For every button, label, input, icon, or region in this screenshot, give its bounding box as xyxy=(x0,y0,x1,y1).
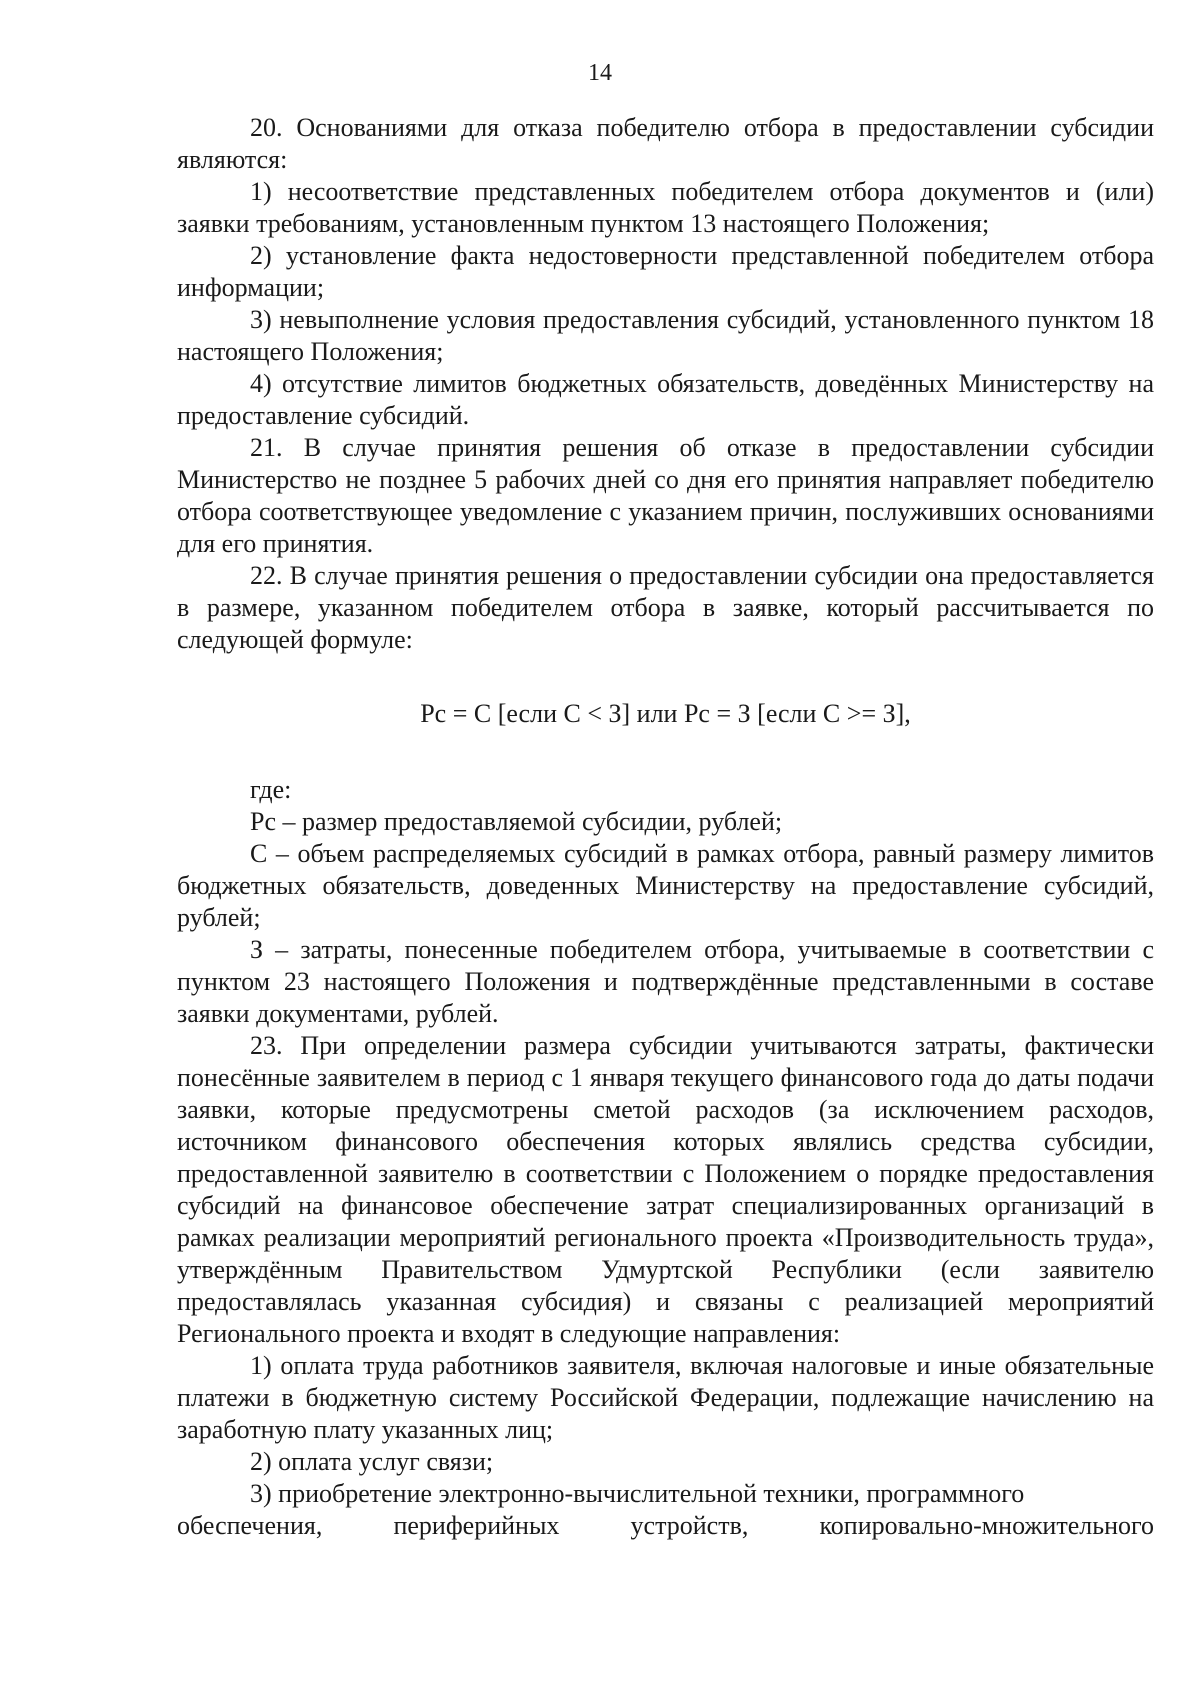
line-word: копировально-множительного xyxy=(819,1511,1154,1540)
paragraph-23: 23. При определении размера субсидии учитываются затраты, фактически понесённые заявителем в период с 1 января текущего финансового года до даты подачи заявки, которые предусмотрены сметой расходов (за исключением расходов, источником финансового обеспечения которых являлись средства субсидии, предоставленной заявителю в соответствии с Положением о порядке предоставления субсидий на финансовое обеспечение затрат специализированных организаций в рамках реализации мероприятий регионального проекта «Производительность труда», утверждённым Правительством Удмуртской Республики (если заявителю предоставлялась указанная субсидия) и связаны с реализацией мероприятий Регионального проекта и входят в следующие направления: xyxy=(177,1031,1154,1348)
line-word: обеспечения, xyxy=(177,1511,323,1540)
paragraph-23-item-3-line-2 xyxy=(177,1510,1154,1542)
page-number: 14 xyxy=(588,60,612,86)
paragraph-20-item-1: 1) несоответствие представленных победителем отбора документов и (или) заявки требованиям, установленным пунктом 13 настоящего Положения; xyxy=(177,177,1154,238)
paragraph-23-item-1: 1) оплата труда работников заявителя, включая налоговые и иные обязательные платежи в бюджетную систему Российской Федерации, подлежащие начислению на заработную плату указанных лиц; xyxy=(177,1351,1154,1444)
definition-z: З – затраты, понесенные победителем отбора, учитываемые в соответствии с пунктом 23 настоящего Положения и подтверждённые представленными в составе заявки документами, рублей. xyxy=(177,935,1154,1028)
document-body xyxy=(177,112,1154,1542)
paragraph-20-item-4: 4) отсутствие лимитов бюджетных обязательств, доведённых Министерству на предоставление субсидий. xyxy=(177,369,1154,430)
paragraph-20: 20. Основаниями для отказа победителю отбора в предоставлении субсидии являются: xyxy=(177,113,1154,174)
subsidy-formula: Рс = С [если С < З] или Рс = З [если С >= З], xyxy=(420,699,911,728)
where-label: где: xyxy=(250,775,292,804)
line-word: периферийных xyxy=(393,1511,560,1540)
paragraph-20-item-2: 2) установление факта недостоверности представленной победителем отбора информации; xyxy=(177,241,1154,302)
definition-c: С – объем распределяемых субсидий в рамках отбора, равный размеру лимитов бюджетных обязательств, доведенных Министерству на предоставление субсидий, рублей; xyxy=(177,839,1154,932)
paragraph-21: 21. В случае принятия решения об отказе в предоставлении субсидии Министерство не позднее 5 рабочих дней со дня его принятия направляет победителю отбора соответствующее уведомление с указанием причин, послуживших основаниями для его принятия. xyxy=(177,433,1154,558)
paragraph-23-item-3-line-1: 3) приобретение электронно-вычислительной техники, программного xyxy=(250,1479,1025,1508)
line-word: устройств, xyxy=(630,1511,749,1540)
paragraph-22: 22. В случае принятия решения о предоставлении субсидии она предоставляется в размере, указанном победителем отбора в заявке, который рассчитывается по следующей формуле: xyxy=(177,561,1154,654)
definition-rs: Рс – размер предоставляемой субсидии, рублей; xyxy=(250,807,783,836)
paragraph-20-item-3: 3) невыполнение условия предоставления субсидий, установленного пунктом 18 настоящего Положения; xyxy=(177,305,1154,366)
paragraph-23-item-2: 2) оплата услуг связи; xyxy=(250,1447,494,1476)
paragraph-23-item-3 xyxy=(177,1478,1154,1510)
